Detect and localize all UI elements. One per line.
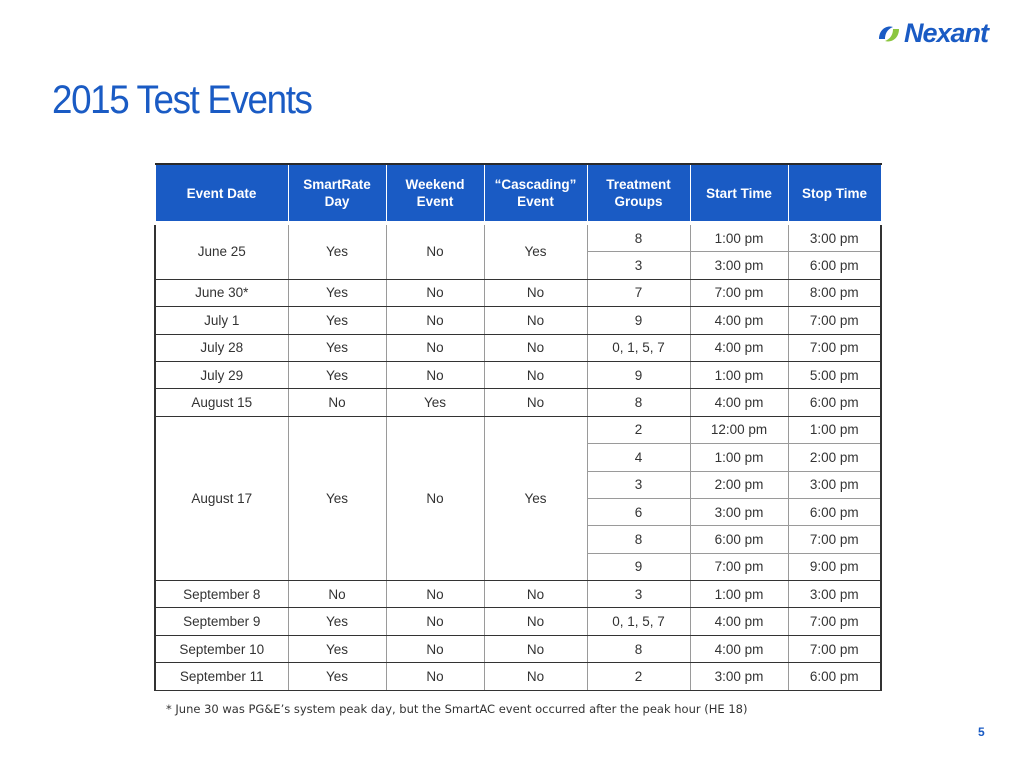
cascading-cell: No [484, 279, 587, 306]
smartrate-cell: No [288, 389, 386, 416]
smartrate-cell: Yes [288, 608, 386, 635]
treatment-group-cell: 2 [587, 663, 690, 690]
cascading-cell: No [484, 389, 587, 416]
weekend-cell: No [386, 635, 484, 662]
stop-time-cell: 3:00 pm [788, 471, 881, 498]
stop-time-cell: 1:00 pm [788, 416, 881, 443]
stop-time-cell: 3:00 pm [788, 225, 881, 252]
table-row [155, 608, 881, 635]
start-time-cell: 12:00 pm [690, 416, 788, 443]
treatment-group-cell: 9 [587, 553, 690, 580]
table-row [155, 225, 881, 252]
cascading-cell: No [484, 581, 587, 608]
treatment-group-cell: 8 [587, 225, 690, 252]
header-stop-time: Stop Time [788, 164, 881, 221]
stop-time-cell: 6:00 pm [788, 663, 881, 690]
cascading-cell: Yes [484, 225, 587, 279]
start-time-cell: 1:00 pm [690, 444, 788, 471]
weekend-cell: No [386, 225, 484, 279]
start-time-cell: 1:00 pm [690, 225, 788, 252]
cascading-cell: Yes [484, 416, 587, 580]
start-time-cell: 4:00 pm [690, 389, 788, 416]
start-time-cell: 1:00 pm [690, 361, 788, 388]
table-header-row [155, 164, 881, 221]
stop-time-cell: 6:00 pm [788, 389, 881, 416]
table-row [155, 279, 881, 306]
treatment-group-cell: 9 [587, 307, 690, 334]
stop-time-cell: 8:00 pm [788, 279, 881, 306]
start-time-cell: 1:00 pm [690, 581, 788, 608]
smartrate-cell: No [288, 581, 386, 608]
treatment-group-cell: 6 [587, 498, 690, 525]
stop-time-cell: 7:00 pm [788, 334, 881, 361]
nexant-logo [876, 18, 988, 49]
events-table [154, 163, 882, 691]
treatment-group-cell: 7 [587, 279, 690, 306]
event-date-cell: June 30* [155, 279, 288, 306]
weekend-cell: No [386, 608, 484, 635]
stop-time-cell: 9:00 pm [788, 553, 881, 580]
table-row [155, 635, 881, 662]
smartrate-cell: Yes [288, 225, 386, 279]
start-time-cell: 4:00 pm [690, 307, 788, 334]
start-time-cell: 3:00 pm [690, 252, 788, 279]
cascading-cell: No [484, 635, 587, 662]
start-time-cell: 6:00 pm [690, 526, 788, 553]
weekend-cell: No [386, 361, 484, 388]
event-date-cell: June 25 [155, 225, 288, 279]
event-date-cell: July 1 [155, 307, 288, 334]
stop-time-cell: 6:00 pm [788, 498, 881, 525]
weekend-cell: No [386, 581, 484, 608]
stop-time-cell: 7:00 pm [788, 526, 881, 553]
table-row [155, 663, 881, 690]
cascading-cell: No [484, 334, 587, 361]
page-title: 2015 Test Events [52, 78, 312, 122]
page-number: 5 [978, 725, 985, 739]
table-row [155, 361, 881, 388]
stop-time-cell: 3:00 pm [788, 581, 881, 608]
treatment-group-cell: 2 [587, 416, 690, 443]
event-date-cell: September 11 [155, 663, 288, 690]
weekend-cell: No [386, 279, 484, 306]
smartrate-cell: Yes [288, 307, 386, 334]
stop-time-cell: 5:00 pm [788, 361, 881, 388]
logo-wordmark: Nexant [904, 18, 989, 48]
header-weekend-event: Weekend Event [386, 164, 484, 221]
weekend-cell: No [386, 663, 484, 690]
event-date-cell: September 9 [155, 608, 288, 635]
start-time-cell: 3:00 pm [690, 498, 788, 525]
table-row [155, 581, 881, 608]
event-date-cell: August 17 [155, 416, 288, 580]
start-time-cell: 4:00 pm [690, 608, 788, 635]
treatment-group-cell: 0, 1, 5, 7 [587, 334, 690, 361]
table-row [155, 334, 881, 361]
treatment-group-cell: 8 [587, 389, 690, 416]
footnote: * June 30 was PG&E’s system peak day, but the SmartAC event occurred after the peak hour (HE 18) [166, 702, 748, 716]
event-date-cell: August 15 [155, 389, 288, 416]
start-time-cell: 2:00 pm [690, 471, 788, 498]
header-treatment-groups: Treatment Groups [587, 164, 690, 221]
start-time-cell: 7:00 pm [690, 553, 788, 580]
weekend-cell: No [386, 334, 484, 361]
start-time-cell: 7:00 pm [690, 279, 788, 306]
event-date-cell: July 28 [155, 334, 288, 361]
header-event-date: Event Date [155, 164, 288, 221]
treatment-group-cell: 4 [587, 444, 690, 471]
weekend-cell: Yes [386, 389, 484, 416]
smartrate-cell: Yes [288, 635, 386, 662]
cascading-cell: No [484, 307, 587, 334]
smartrate-cell: Yes [288, 279, 386, 306]
smartrate-cell: Yes [288, 663, 386, 690]
event-date-cell: July 29 [155, 361, 288, 388]
treatment-group-cell: 3 [587, 471, 690, 498]
event-date-cell: September 8 [155, 581, 288, 608]
header-smartrate-day: SmartRate Day [288, 164, 386, 221]
header-cascading-event: “Cascading” Event [484, 164, 587, 221]
table-row [155, 307, 881, 334]
treatment-group-cell: 8 [587, 635, 690, 662]
treatment-group-cell: 8 [587, 526, 690, 553]
start-time-cell: 3:00 pm [690, 663, 788, 690]
cascading-cell: No [484, 608, 587, 635]
cascading-cell: No [484, 361, 587, 388]
start-time-cell: 4:00 pm [690, 334, 788, 361]
event-date-cell: September 10 [155, 635, 288, 662]
events-table-body [155, 221, 881, 690]
header-start-time: Start Time [690, 164, 788, 221]
weekend-cell: No [386, 307, 484, 334]
cascading-cell: No [484, 663, 587, 690]
smartrate-cell: Yes [288, 416, 386, 580]
start-time-cell: 4:00 pm [690, 635, 788, 662]
smartrate-cell: Yes [288, 334, 386, 361]
stop-time-cell: 7:00 pm [788, 608, 881, 635]
nexant-leaf-icon [876, 21, 902, 47]
stop-time-cell: 7:00 pm [788, 635, 881, 662]
table-row [155, 389, 881, 416]
stop-time-cell: 6:00 pm [788, 252, 881, 279]
treatment-group-cell: 3 [587, 581, 690, 608]
smartrate-cell: Yes [288, 361, 386, 388]
stop-time-cell: 7:00 pm [788, 307, 881, 334]
weekend-cell: No [386, 416, 484, 580]
table-row [155, 416, 881, 443]
stop-time-cell: 2:00 pm [788, 444, 881, 471]
treatment-group-cell: 3 [587, 252, 690, 279]
treatment-group-cell: 9 [587, 361, 690, 388]
treatment-group-cell: 0, 1, 5, 7 [587, 608, 690, 635]
